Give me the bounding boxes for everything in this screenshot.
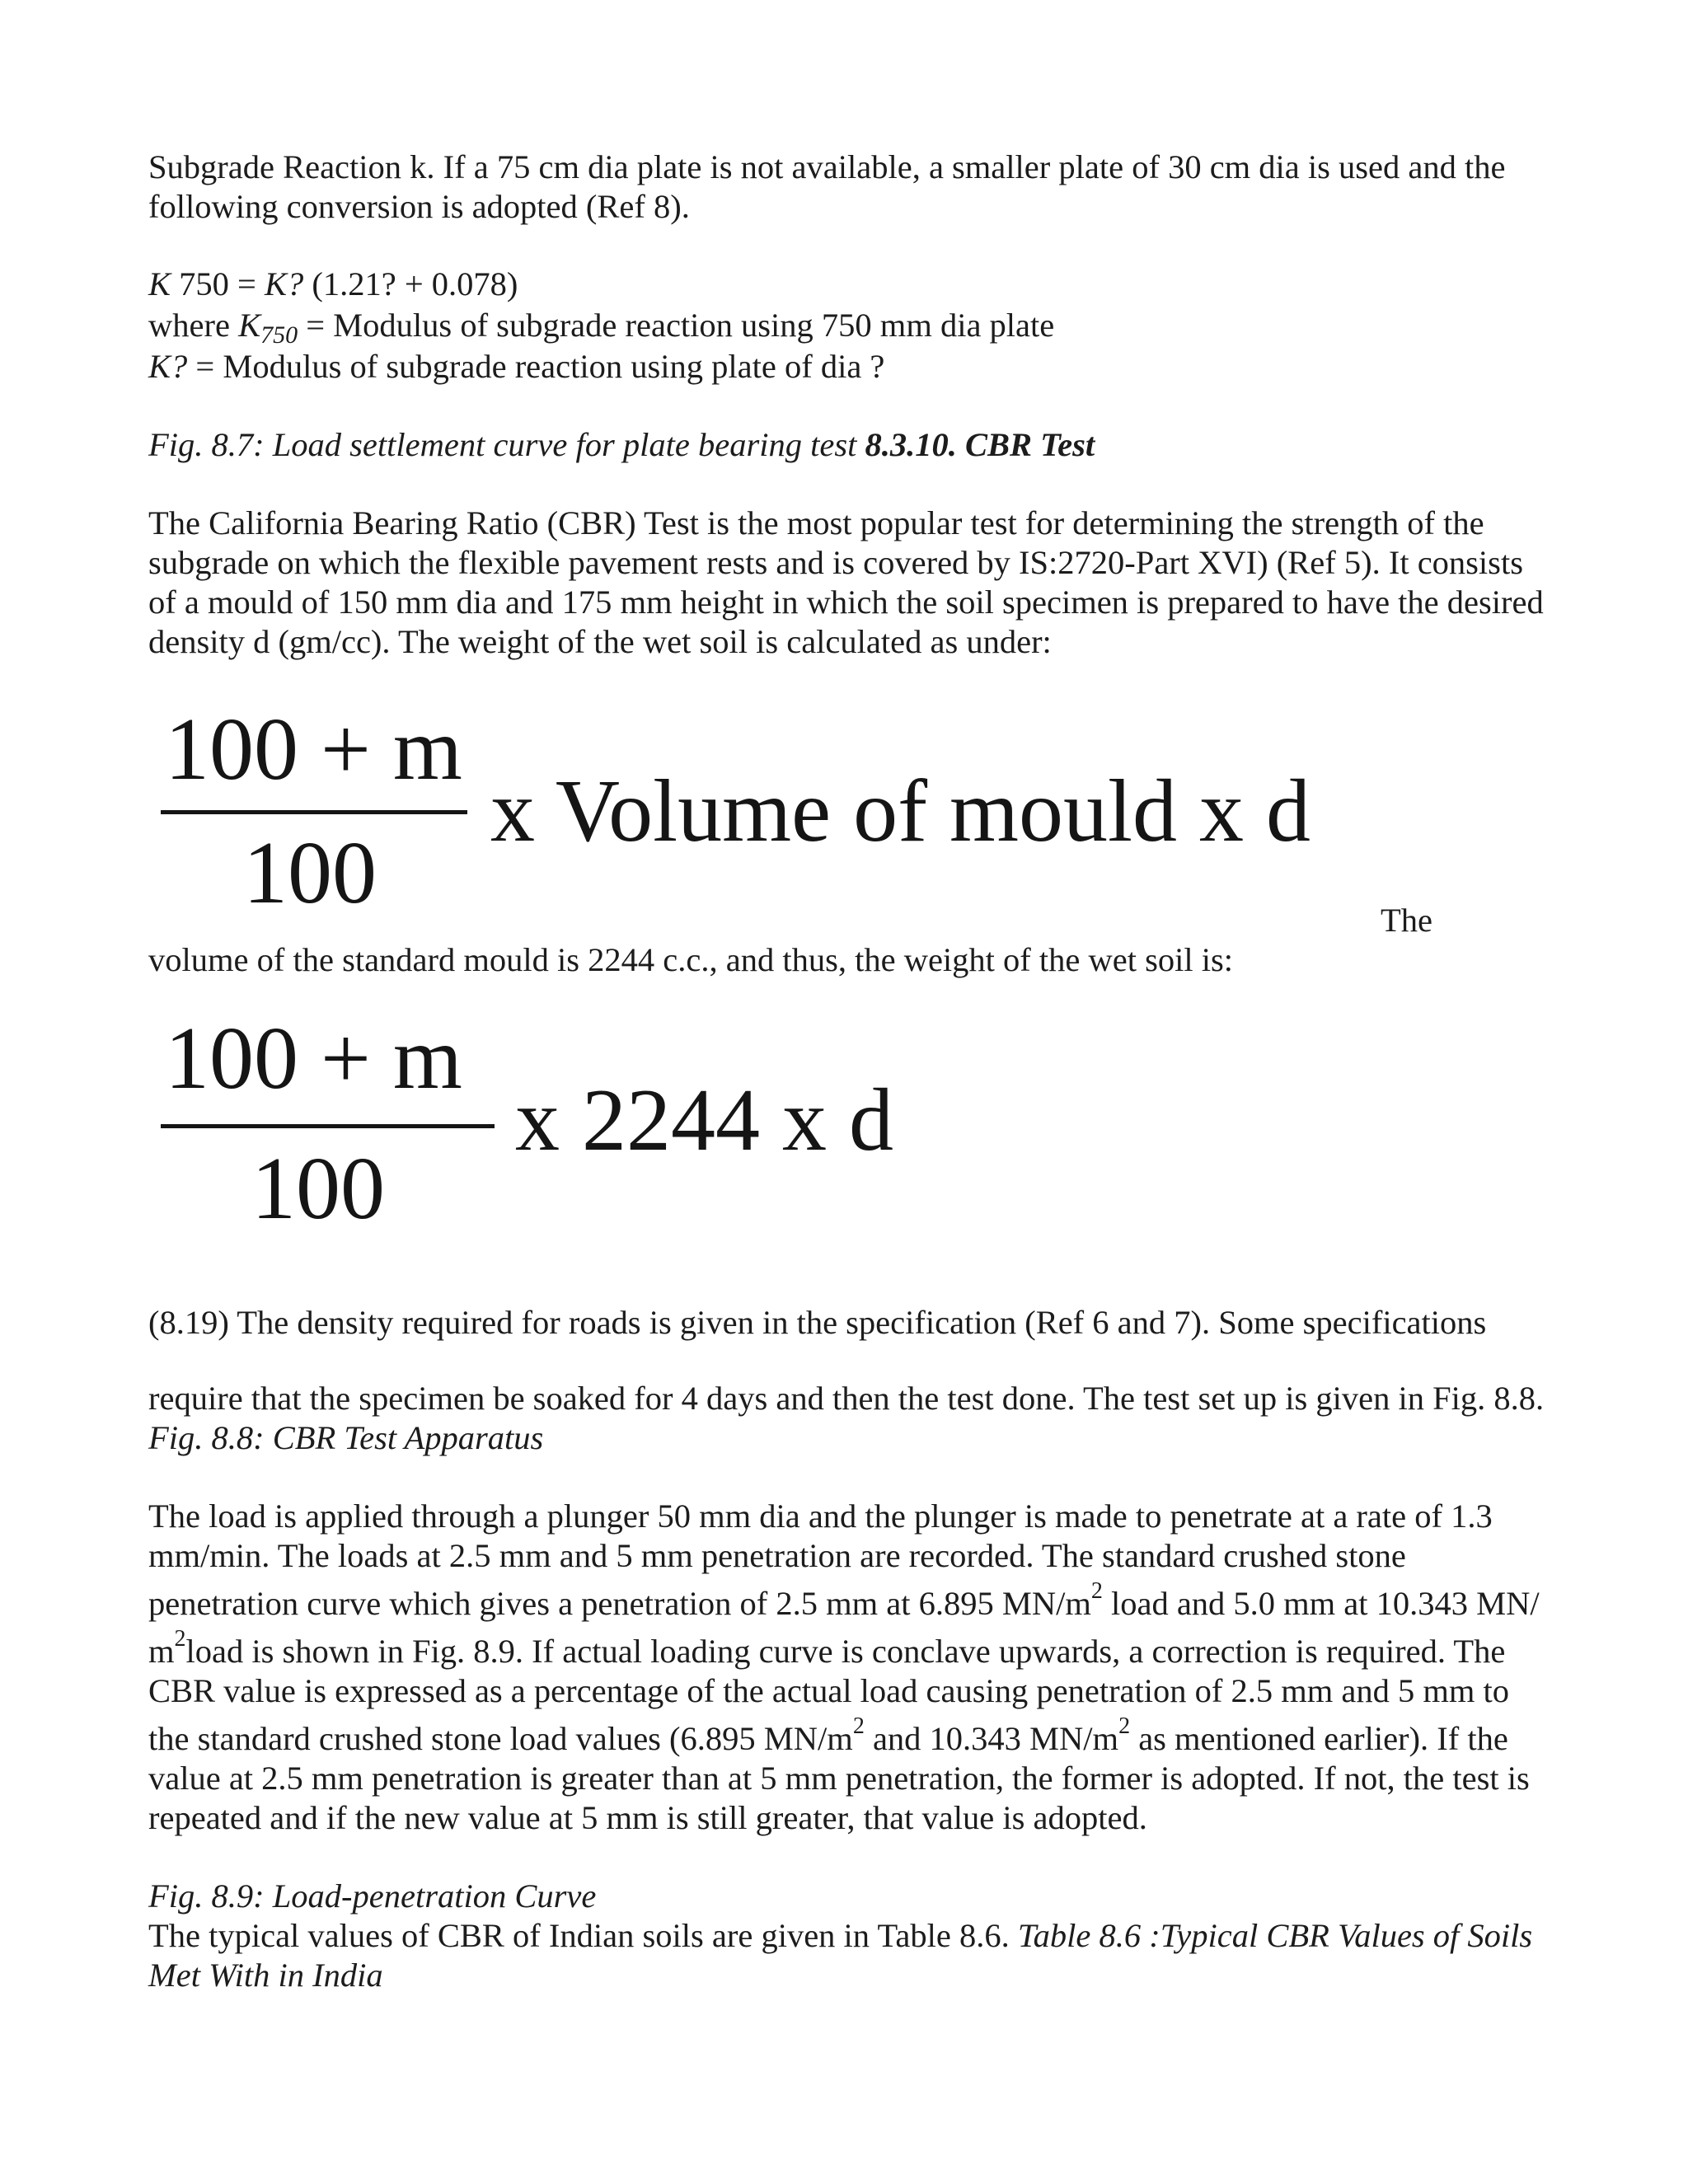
load-paragraph-line-3: penetration curve which gives a penetration of 2.5 mm at 6.895 $MN/m^2$ load and 5.0 mm at 10.343 MN/ [148,1578,1540,1622]
fig-8-7-caption: Fig. 8.7: Load settlement curve for plate bearing test 8.3.10. CBR Test [148,426,1095,463]
cbr-intro-line-3: of a mould of 150 mm dia and 175 mm height in which the soil specimen is prepared to have the desired [148,583,1544,621]
density-spec-line-2: require that the specimen be soaked for 4 days and then the test done. The test set up is given in Fig. 8.8. [148,1380,1545,1417]
load-paragraph-line-7: value at 2.5 mm penetration is greater than at 5 mm penetration, the former is adopted. If not, the test is [148,1760,1530,1797]
fig-8-9-caption: Fig. 8.9: Load-penetration Curve [148,1877,597,1915]
cbr-values-line-1: The typical values of CBR of Indian soils are given in Table 8.6. Table 8.6 :Typical CBR Values of Soils [148,1917,1533,1954]
equation-2-denominator: 100 [251,1140,385,1238]
paragraph-continuation-the: The [1381,902,1432,939]
cbr-intro-line-1: The California Bearing Ratio (CBR) Test is the most popular test for determining the strength of the [148,504,1484,541]
load-paragraph-line-8: repeated and if the new value at 5 mm is still greater, that value is adopted. [148,1799,1147,1836]
load-paragraph-line-6: the standard crushed stone load values (6.895 $MN/m^2$ and 10.343 $MN/m^2$ as mentioned earlier). If the [148,1713,1508,1757]
equation-2-numerator: 100 + m [165,1010,462,1108]
equation-1-denominator: 100 [243,824,377,922]
mould-volume-line: volume of the standard mould is 2244 c.c., and thus, the weight of the wet soil is: [148,941,1234,978]
cbr-intro-line-4: density d (gm/cc). The weight of the wet soil is calculated as under: [148,623,1052,660]
equation-1-numerator: 100 + m [165,701,462,799]
equation-1-expression: x Volume of mould x d [490,762,1311,860]
cbr-intro-line-2: subgrade on which the flexible pavement rests and is covered by IS:2720-Part XVI) (Ref 5). It consists [148,544,1523,581]
load-paragraph-line-2: mm/min. The loads at 2.5 mm and 5 mm penetration are recorded. The standard crushed stone [148,1537,1406,1574]
intro-paragraph-line-1: Subgrade Reaction k. If a 75 cm dia plate is not available, a smaller plate of 30 cm dia is used and the [148,148,1506,185]
table-8-6-title: Table 8.6 :Typical CBR Values of Soils [1017,1917,1533,1954]
formula-definition-line: K? = Modulus of subgrade reaction using plate of dia ? [148,348,885,385]
load-paragraph-line-4: $m^2load$ is shown in Fig. 8.9. If actual loading curve is conclave upwards, a correction is required. The [148,1626,1506,1670]
equation-2-expression: x 2244 x d [515,1071,893,1169]
formula-where-line: where $K_{750}$ = Modulus of subgrade reaction using 750 mm dia plate [148,307,1055,349]
equation-1-fraction-bar [161,810,467,814]
equation-2-fraction-bar [161,1124,495,1128]
section-heading-cbr-test: 8.3.10. CBR Test [865,426,1095,463]
load-paragraph-line-1: The load is applied through a plunger 50 mm dia and the plunger is made to penetrate at a rate of 1.3 [148,1497,1493,1535]
density-spec-line-1: (8.19) The density required for roads is given in the specification (Ref 6 and 7). Some specifications [148,1304,1487,1341]
equation-wet-soil-weight [148,701,1434,940]
table-8-6-title-continued: Met With in India [148,1957,383,1994]
fig-8-8-caption: Fig. 8.8: CBR Test Apparatus [148,1419,544,1456]
conversion-formula: K 750 = K? (1.21? + 0.078) [148,265,518,302]
intro-paragraph-line-2: following conversion is adopted (Ref 8). [148,188,690,225]
load-paragraph-line-5: CBR value is expressed as a percentage of the actual load causing penetration of 2.5 mm and 5 mm to [148,1672,1510,1709]
equation-wet-soil-weight-numeric [148,1010,1137,1249]
